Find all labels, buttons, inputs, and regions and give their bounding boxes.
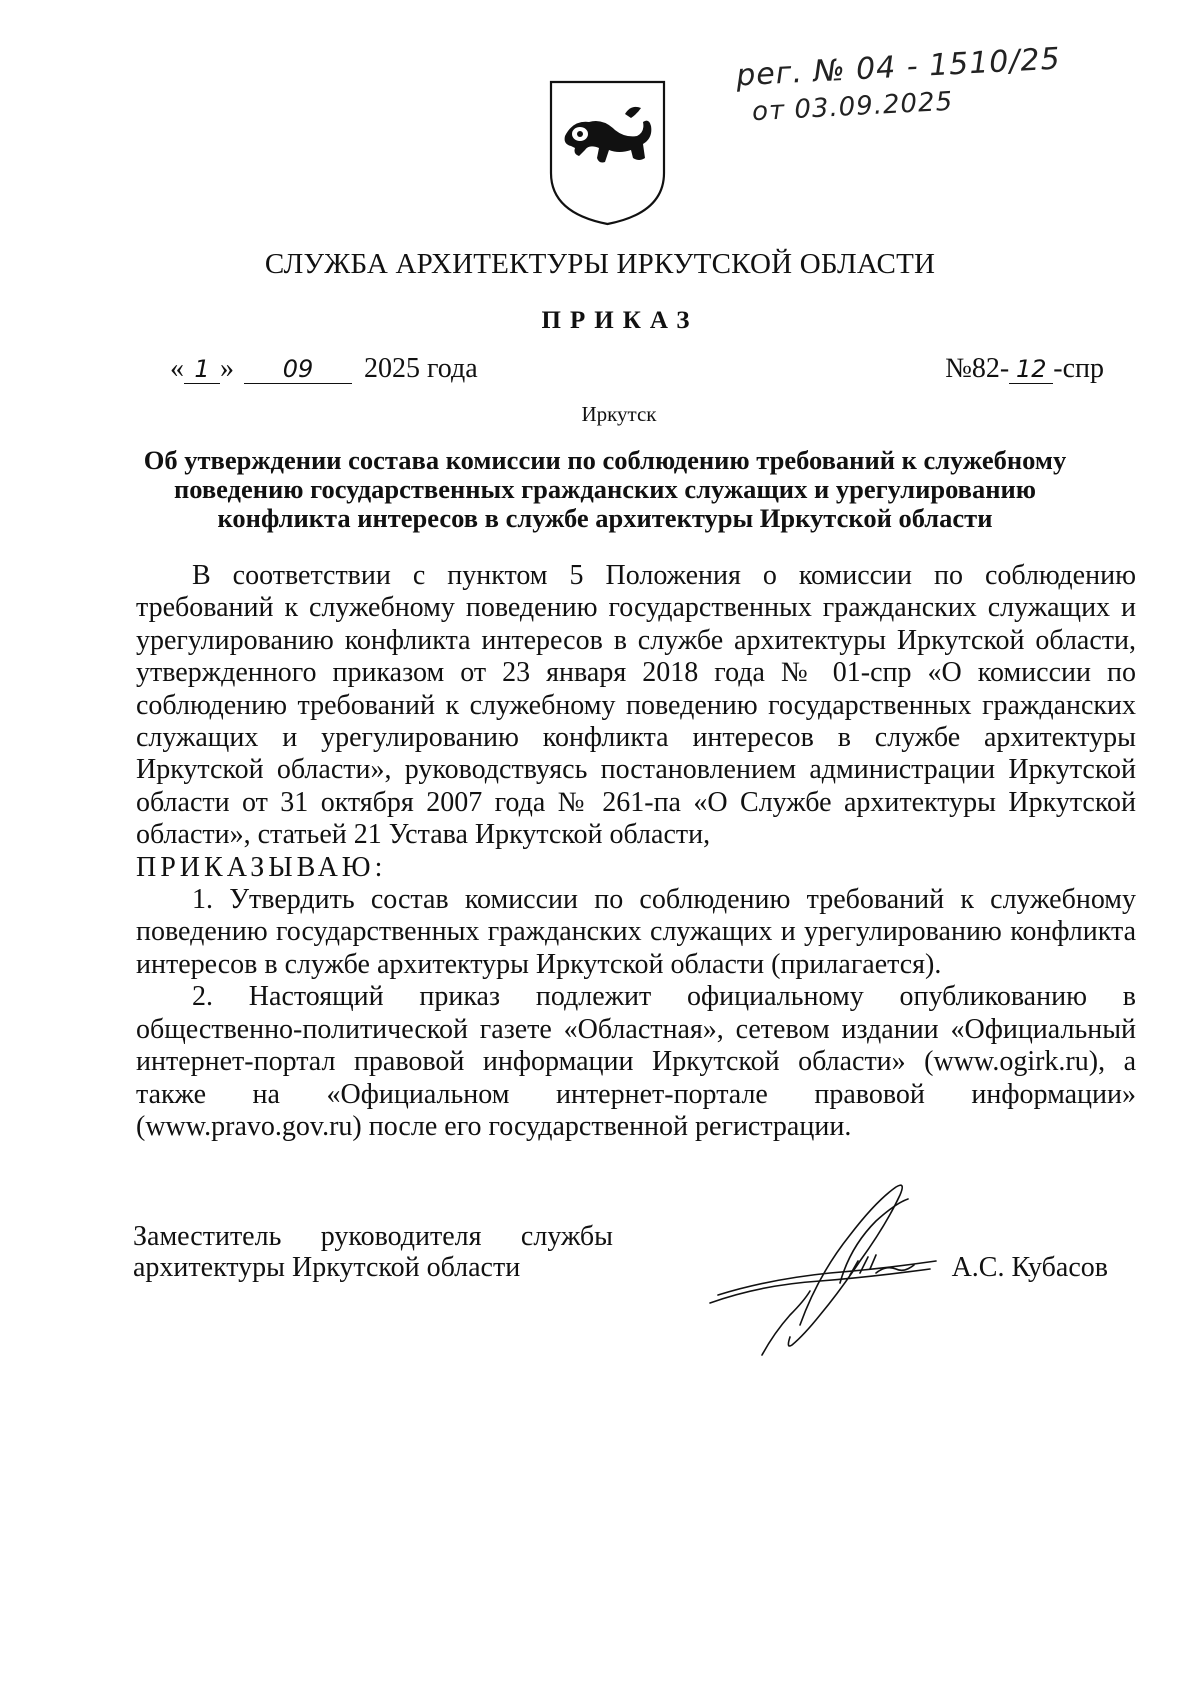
- position-word-2: руководителя: [320, 1221, 482, 1252]
- number-handwritten: 12: [1009, 355, 1053, 384]
- date-month-handwritten: 09: [244, 355, 352, 384]
- registration-number-handwritten: рег. № 04 - 1510/25: [735, 41, 1062, 94]
- registration-date-handwritten: от 03.09.2025: [751, 86, 954, 128]
- document-date: [170, 353, 478, 385]
- position-word-3: службы: [520, 1221, 613, 1252]
- position-word-1: Заместитель: [133, 1221, 282, 1252]
- number-suffix: -спр: [1053, 353, 1104, 384]
- organization-title: СЛУЖБА АРХИТЕКТУРЫ ИРКУТСКОЙ ОБЛАСТИ: [264, 248, 936, 280]
- position-line-2: архитектуры Иркутской области: [133, 1252, 521, 1283]
- date-close-quote: »: [220, 353, 234, 384]
- irkutsk-coat-of-arms-icon: [545, 78, 670, 228]
- document-type: ПРИКАЗ: [541, 307, 699, 334]
- order-word: ПРИКАЗЫВАЮ:: [136, 851, 387, 883]
- document-number: [945, 353, 1104, 385]
- date-year: 2025 года: [364, 353, 478, 384]
- order-item-2: 2. Настоящий приказ подлежит официальному опубликованию в общественно-политической газете «Областная», сетевом издании «Официальный интернет-портал правовой информации Иркутской области» (www.ogirk.ru), а также на «Официальном интернет-портале правовой информации» (www.pravo.gov.ru) после его государственной регистрации.: [136, 981, 1136, 1142]
- signatory-name: А.С. Кубасов: [951, 1252, 1108, 1283]
- date-open-quote: «: [170, 353, 184, 384]
- order-item-1: 1. Утвердить состав комиссии по соблюдению требований к служебному поведению государственных гражданских служащих и урегулированию конфликта интересов в службе архитектуры Иркутской области (прилагается).: [136, 884, 1136, 980]
- document-subject: Об утверждении состава комиссии по соблюдению требований к служебному поведению государственных гражданских служащих и урегулированию конфликта интересов в службе архитектуры Иркутской области: [143, 445, 1067, 533]
- city: Иркутск: [581, 402, 657, 426]
- number-prefix: №82-: [945, 353, 1010, 384]
- preamble-paragraph: В соответствии с пунктом 5 Положения о комиссии по соблюдению требований к служебному поведению государственных гражданских служащих и урегулированию конфликта интересов в службе архитектуры Иркутской области, утвержденного приказом от 23 января 2018 года № 01-спр «О комиссии по соблюдению требований к служебному поведению государственных гражданских служащих и урегулированию конфликта интересов в службе архитектуры Иркутской области», руководствуясь постановлением администрации Иркутской области от 31 октября 2007 года № 261-па «О Службе архитектуры Иркутской области», статьей 21 Устава Иркутской области,: [136, 560, 1136, 851]
- signatory-position: [133, 1221, 613, 1283]
- document-body: [136, 560, 1136, 1143]
- date-day-handwritten: 1: [184, 355, 220, 384]
